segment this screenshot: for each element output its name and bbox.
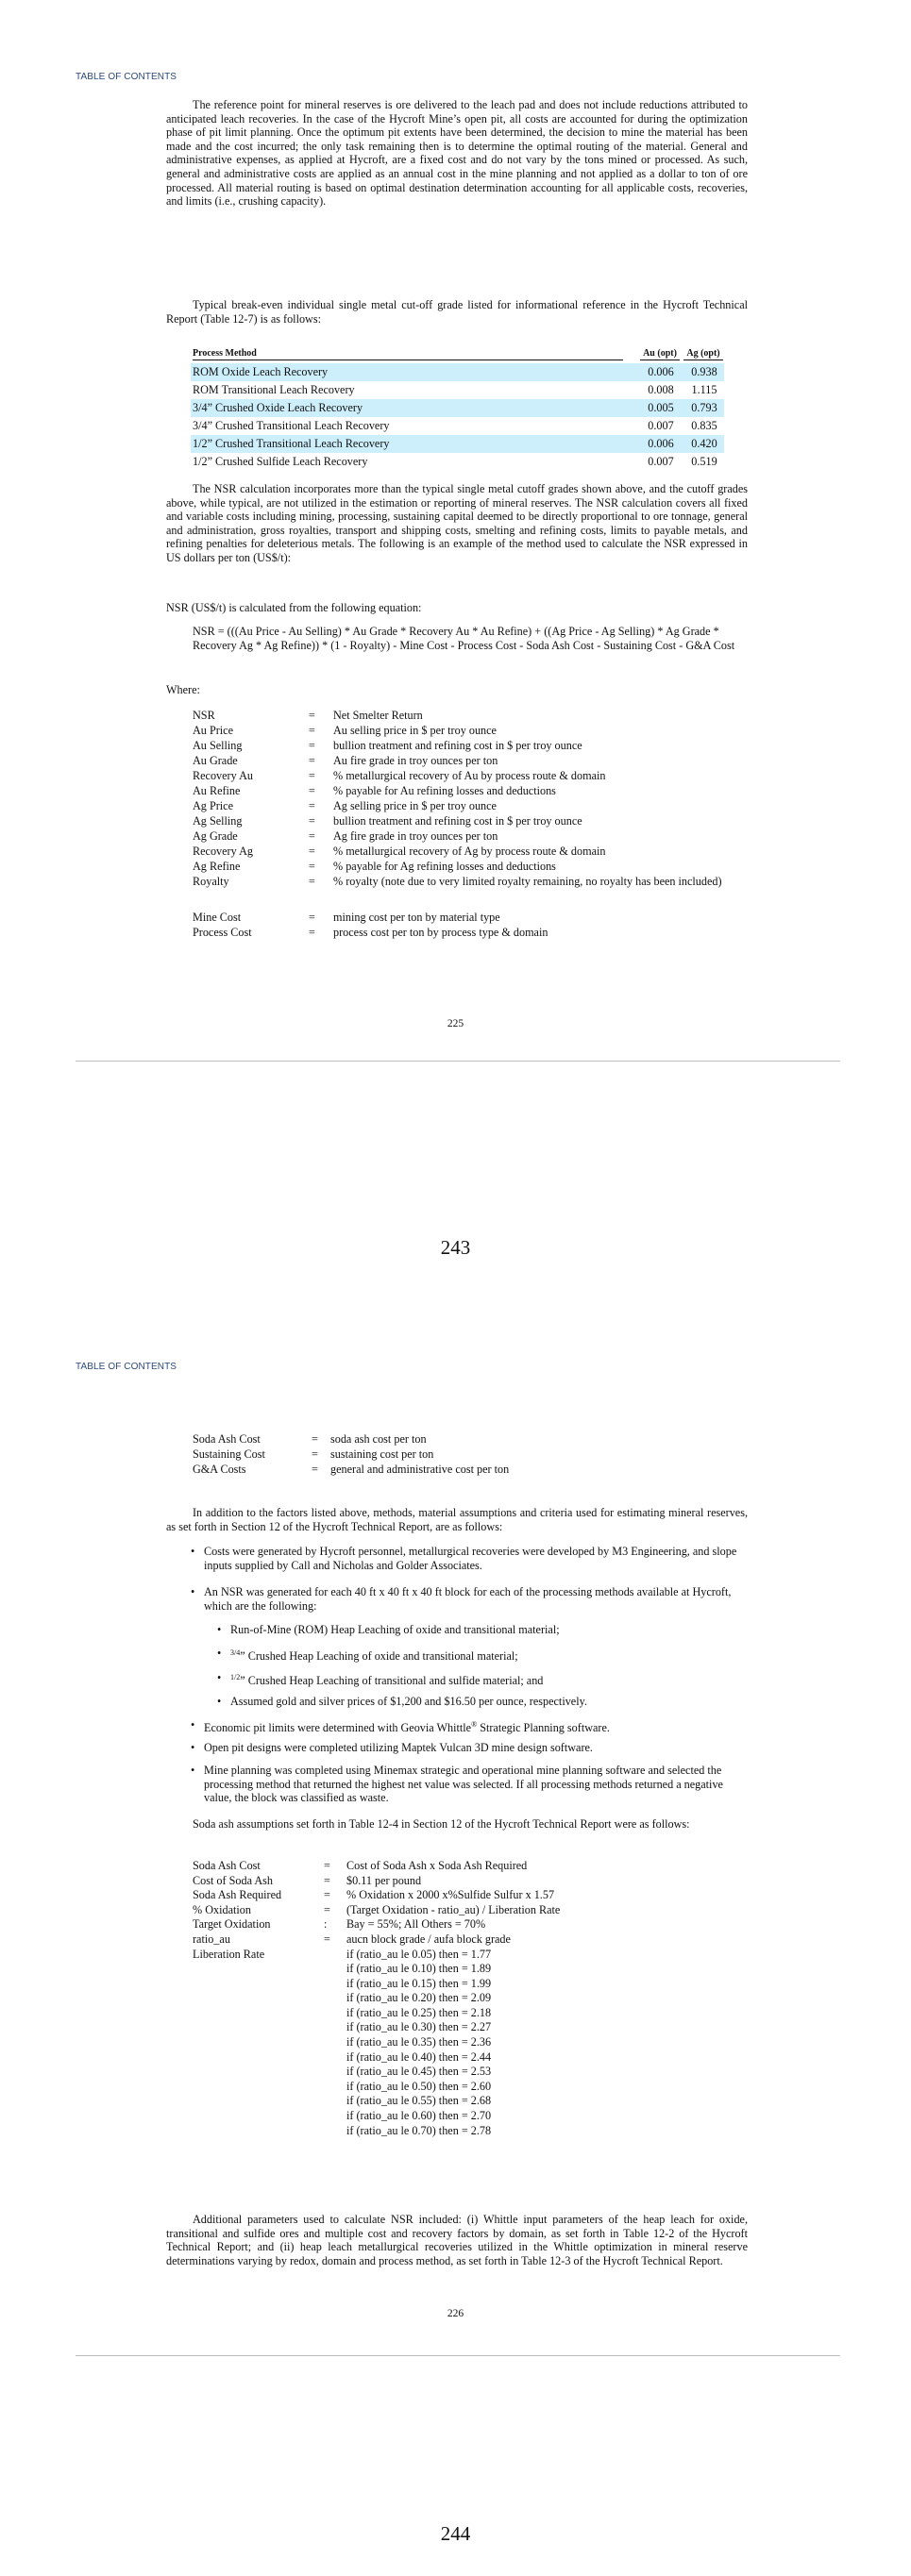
page-divider xyxy=(76,1061,840,1062)
soda-ash-definitions xyxy=(193,1859,750,1962)
paragraph-nsr-equation-intro: NSR (US$/t) is calculated from the following equation: xyxy=(166,601,422,614)
table-row: 1/2” Crushed Sulfide Leach Recovery 0.007 0.519 xyxy=(193,455,717,468)
list-item: if (ratio_au le 0.70) then = 2.78 xyxy=(346,2123,492,2137)
process-table-header xyxy=(191,338,724,360)
definition-row: Ag Grade = Ag fire grade in troy ounces per ton xyxy=(193,829,498,843)
page-footer-number: 243 xyxy=(440,1236,471,1259)
definition-row: Ag Price = Ag selling price in $ per troy ounce xyxy=(193,799,497,812)
table-row: 1/2” Crushed Transitional Leach Recovery 0.006 0.420 xyxy=(191,435,724,453)
definition-row: Au Selling = bullion treatment and refining cost in $ per troy ounce xyxy=(193,739,582,752)
definition-row: Royalty = % royalty (note due to very limited royalty remaining, no royalty has been included) xyxy=(193,875,722,888)
bullet-item: • Mine planning was completed using Minemax strategic and operational mine planning software and selected the processing method that returned the highest net value was selected. If all processing methods returned a negative value, the block was classified as waste. xyxy=(191,1764,723,1805)
bullet-item: • Economic pit limits were determined with Geovia Whittle® Strategic Planning software. xyxy=(191,1718,610,1735)
bullet-item: • An NSR was generated for each 40 ft x 40 ft x 40 ft block for each of the processing methods available at Hycroft, which are the following: xyxy=(191,1585,732,1613)
paragraph-soda-ash-intro: Soda ash assumptions set forth in Table 12-4 in Section 12 of the Hycroft Technical Report were as follows: xyxy=(193,1817,690,1831)
nsr-definitions xyxy=(193,709,750,941)
table-of-contents-link[interactable]: TABLE OF CONTENTS xyxy=(76,72,177,82)
definition-row: Process Cost = process cost per ton by process type & domain xyxy=(193,926,548,939)
definition-row: Au Refine = % payable for Au refining losses and deductions xyxy=(193,784,556,797)
paragraph-nsr-calculation: The NSR calculation incorporates more than the typical single metal cutoff grades shown above, and the cutoff grades above, while typical, are not utilized in the estimation or reporting of mineral reserves. The NSR calculation covers all fixed and variable costs including mining, processing, sustaining capital deemed to be directly proportional to ore tonnage, general and administration, gross royalties, transport and shipping costs, smelting and refining costs, limits to payable metals, and refining penalties for deleterious metals. The following is an example of the method used to calculate the NSR expressed in US dollars per ton (US$/t): xyxy=(166,482,748,564)
definition-row: Sustaining Cost = sustaining cost per ton xyxy=(193,1447,434,1461)
list-item: if (ratio_au le 0.35) then = 2.36 xyxy=(346,2034,492,2049)
table-row: ROM Oxide Leach Recovery 0.006 0.938 xyxy=(191,363,724,381)
definition-row: Soda Ash Cost = Cost of Soda Ash x Soda Ash Required xyxy=(193,1859,528,1872)
bullet-icon: • xyxy=(191,1718,195,1731)
sub-bullet-item: • $^{1/2}$” Crushed Heap Leaching of transitional and sulfide material; and xyxy=(217,1671,544,1688)
list-item: if (ratio_au le 0.60) then = 2.70 xyxy=(346,2108,492,2122)
definition-row: Ag Selling = bullion treatment and refining cost in $ per troy ounce xyxy=(193,814,582,828)
bullet-icon: • xyxy=(191,1764,195,1777)
definition-row: Mine Cost = mining cost per ton by material type xyxy=(193,911,500,924)
bullet-icon: • xyxy=(217,1671,222,1684)
paragraph-additional-parameters: Additional parameters used to calculate NSR included: (i) Whittle input parameters of the heap leach for oxide, transitional and sulfide ores and multiple cost and recovery factors by domain, as set forth in Table 12-2 of the Hycroft Technical Report; and (ii) heap leach metallurgical recoveries utilized in the Whittle optimization in mineral reserve determinations varying by redox, domain and process method, as set forth in Table 12-3 of the Hycroft Technical Report. xyxy=(166,2213,748,2267)
bullet-item: • Costs were generated by Hycroft personnel, metallurgical recoveries were developed by M3 Engineering, and slope inputs supplied by Call and Nicholas and Golder Associates. xyxy=(191,1545,737,1572)
table-row: ROM Transitional Leach Recovery 0.008 1.115 xyxy=(193,383,717,396)
page-number: 225 xyxy=(447,1018,464,1029)
definition-row: ratio_au = aucn block grade / aufa block grade xyxy=(193,1932,511,1946)
table-of-contents-link[interactable]: TABLE OF CONTENTS xyxy=(76,1362,177,1372)
definition-row: NSR = Net Smelter Return xyxy=(193,709,423,722)
where-label: Where: xyxy=(166,683,200,696)
header-process-method: Process Method xyxy=(193,348,623,360)
list-item: if (ratio_au le 0.10) then = 1.89 xyxy=(346,1962,492,1975)
definition-row: Au Grade = Au fire grade in troy ounces per ton xyxy=(193,754,498,767)
definition-row: G&A Costs = general and administrative cost per ton xyxy=(193,1463,510,1476)
definition-row: Au Price = Au selling price in $ per troy ounce xyxy=(193,724,497,737)
list-item: if (ratio_au le 0.55) then = 2.68 xyxy=(346,2094,492,2108)
process-method-table xyxy=(191,363,724,471)
definition-row: Recovery Ag = % metallurgical recovery of Ag by process route & domain xyxy=(193,845,606,858)
list-item: if (ratio_au le 0.50) then = 2.60 xyxy=(346,2079,492,2093)
bullet-icon: • xyxy=(217,1647,222,1660)
paragraph-cutoff-intro: Typical break-even individual single metal cut-off grade listed for informational reference in the Hycroft Technical Report (Table 12-7) is as follows: xyxy=(166,298,748,326)
page-footer-number: 244 xyxy=(440,2522,471,2545)
page-divider xyxy=(76,2355,840,2356)
sub-bullet-item: • $^{3/4}$” Crushed Heap Leaching of oxide and transitional material; xyxy=(217,1647,518,1664)
bullet-item: • Open pit designs were completed utilizing Maptek Vulcan 3D mine design software. xyxy=(191,1741,593,1754)
header-au-opt: Au (opt) xyxy=(640,349,680,360)
bullet-icon: • xyxy=(217,1623,222,1636)
bullet-icon: • xyxy=(191,1545,195,1558)
list-item: if (ratio_au le 0.15) then = 1.99 xyxy=(346,1976,492,1990)
definition-row: Ag Refine = % payable for Ag refining losses and deductions xyxy=(193,860,556,873)
nsr-formula: NSR = (((Au Price - Au Selling) * Au Grade * Recovery Au * Au Refine) + ((Ag Price - Ag Selling) * Ag Grade * Recovery Ag * Ag Refine)) * (1 - Royalty) - Mine Cost - Process Cost - Soda Ash Cost - Sustaining Cost - G&A Cost xyxy=(193,625,735,652)
list-item: if (ratio_au le 0.20) then = 2.09 xyxy=(346,1991,492,2005)
list-item: if (ratio_au le 0.45) then = 2.53 xyxy=(346,2065,492,2079)
paragraph-reserve-criteria: In addition to the factors listed above, methods, material assumptions and criteria used for estimating mineral reserves, as set forth in Section 12 of the Hycroft Technical Report, are as follows: xyxy=(166,1506,748,1533)
table-row: 3/4” Crushed Oxide Leach Recovery 0.005 0.793 xyxy=(191,399,724,417)
definition-row: Soda Ash Required = % Oxidation x 2000 x%Sulfide Sulfur x 1.57 xyxy=(193,1888,555,1902)
liberation-rate-list xyxy=(346,1962,743,2138)
table-row: 3/4” Crushed Transitional Leach Recovery 0.007 0.835 xyxy=(193,419,717,432)
definition-row: Target Oxidation : Bay = 55%; All Others = 70% xyxy=(193,1917,486,1932)
cost-definitions xyxy=(193,1432,750,1478)
definition-row: Liberation Rate if (ratio_au le 0.05) then = 1.77 xyxy=(193,1947,492,1961)
header-ag-opt: Ag (opt) xyxy=(683,349,723,360)
sub-bullet-item: • Assumed gold and silver prices of $1,200 and $16.50 per ounce, respectively. xyxy=(217,1695,587,1708)
bullet-icon: • xyxy=(191,1741,195,1754)
bullet-icon: • xyxy=(217,1695,222,1708)
list-item: if (ratio_au le 0.30) then = 2.27 xyxy=(346,2020,492,2034)
definition-row: Soda Ash Cost = soda ash cost per ton xyxy=(193,1432,427,1446)
paragraph-reserve-reference: The reference point for mineral reserves is ore delivered to the leach pad and does not include reductions attributed to anticipated leach recoveries. In the case of the Hycroft Mine’s open pit, all costs are accounted for during the optimization phase of pit limit planning. Once the optimum pit extents have been determined, the decision to mine the material has been made and the cost incurred; the only task remaining then is to determine the optimal routing of the material. General and administrative expenses, as applied at Hycroft, are a fixed cost and do not vary by the tons mined or processed. As such, general and administrative costs are applied as an annual cost in the mine planning and not applied as a dollar to ton of ore processed. All material routing is based on optimal destination determination accounting for all applicable costs, recoveries, and limits (i.e., crushing capacity). xyxy=(166,98,748,209)
list-item: if (ratio_au le 0.40) then = 2.44 xyxy=(346,2049,492,2064)
definition-row: Cost of Soda Ash = $0.11 per pound xyxy=(193,1873,422,1887)
definition-row: % Oxidation = (Target Oxidation - ratio_au) / Liberation Rate xyxy=(193,1902,561,1916)
page-number: 226 xyxy=(447,2308,464,2319)
list-item: if (ratio_au le 0.25) then = 2.18 xyxy=(346,2005,492,2019)
definition-row: Recovery Au = % metallurgical recovery of Au by process route & domain xyxy=(193,769,606,782)
bullet-icon: • xyxy=(191,1585,195,1598)
sub-bullet-item: • Run-of-Mine (ROM) Heap Leaching of oxide and transitional material; xyxy=(217,1623,560,1636)
